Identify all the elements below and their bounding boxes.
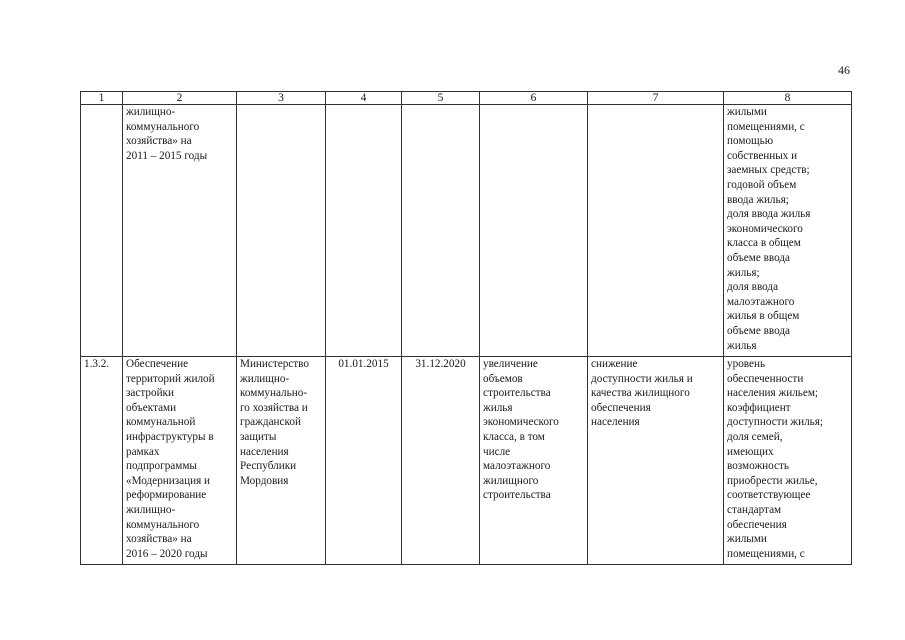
start-date-cell [326,105,402,357]
column-header: 5 [402,92,480,105]
column-header: 4 [326,92,402,105]
page-number: 46 [838,63,850,77]
row-number-cell [81,105,123,357]
consequence-cell: снижение доступности жилья и качества жилищного обеспечения населения [588,357,724,565]
executor-cell [237,105,326,357]
end-date-cell: 31.12.2020 [402,357,480,565]
end-date-cell [402,105,480,357]
indicators-cell: жилыми помещениями, с помощью собственных и заемных средств; годовой объем ввода жилья; доля ввода жилья экономического класса в общем объеме ввода жилья; доля ввода малоэтажного жилья в общем объеме ввода жилья [724,105,852,357]
table-row [81,357,852,565]
expected-result-cell [480,105,588,357]
measure-name-cell: Обеспечение территорий жилой застройки объектами коммунальной инфраструктуры в рамках подпрограммы «Модернизация и реформирование жилищно- коммунального хозяйства» на 2016 – 2020 годы [123,357,237,565]
column-header: 3 [237,92,326,105]
column-header: 6 [480,92,588,105]
program-table [80,91,852,565]
table-row [81,105,852,357]
consequence-cell [588,105,724,357]
column-header: 2 [123,92,237,105]
column-header: 8 [724,92,852,105]
row-number-cell: 1.3.2. [81,357,123,565]
column-header: 7 [588,92,724,105]
column-header: 1 [81,92,123,105]
executor-cell: Министерство жилищно- коммунально- го хозяйства и гражданской защиты населения Республики Мордовия [237,357,326,565]
indicators-cell: уровень обеспеченности населения жильем; коэффициент доступности жилья; доля семей, имеющих возможность приобрести жилье, соответствующее стандартам обеспечения жилыми помещениями, с [724,357,852,565]
start-date-cell: 01.01.2015 [326,357,402,565]
measure-name-cell: жилищно- коммунального хозяйства» на 2011 – 2015 годы [123,105,237,357]
expected-result-cell: увеличение объемов строительства жилья экономического класса, в том числе малоэтажного жилищного строительства [480,357,588,565]
column-number-row [81,92,852,105]
